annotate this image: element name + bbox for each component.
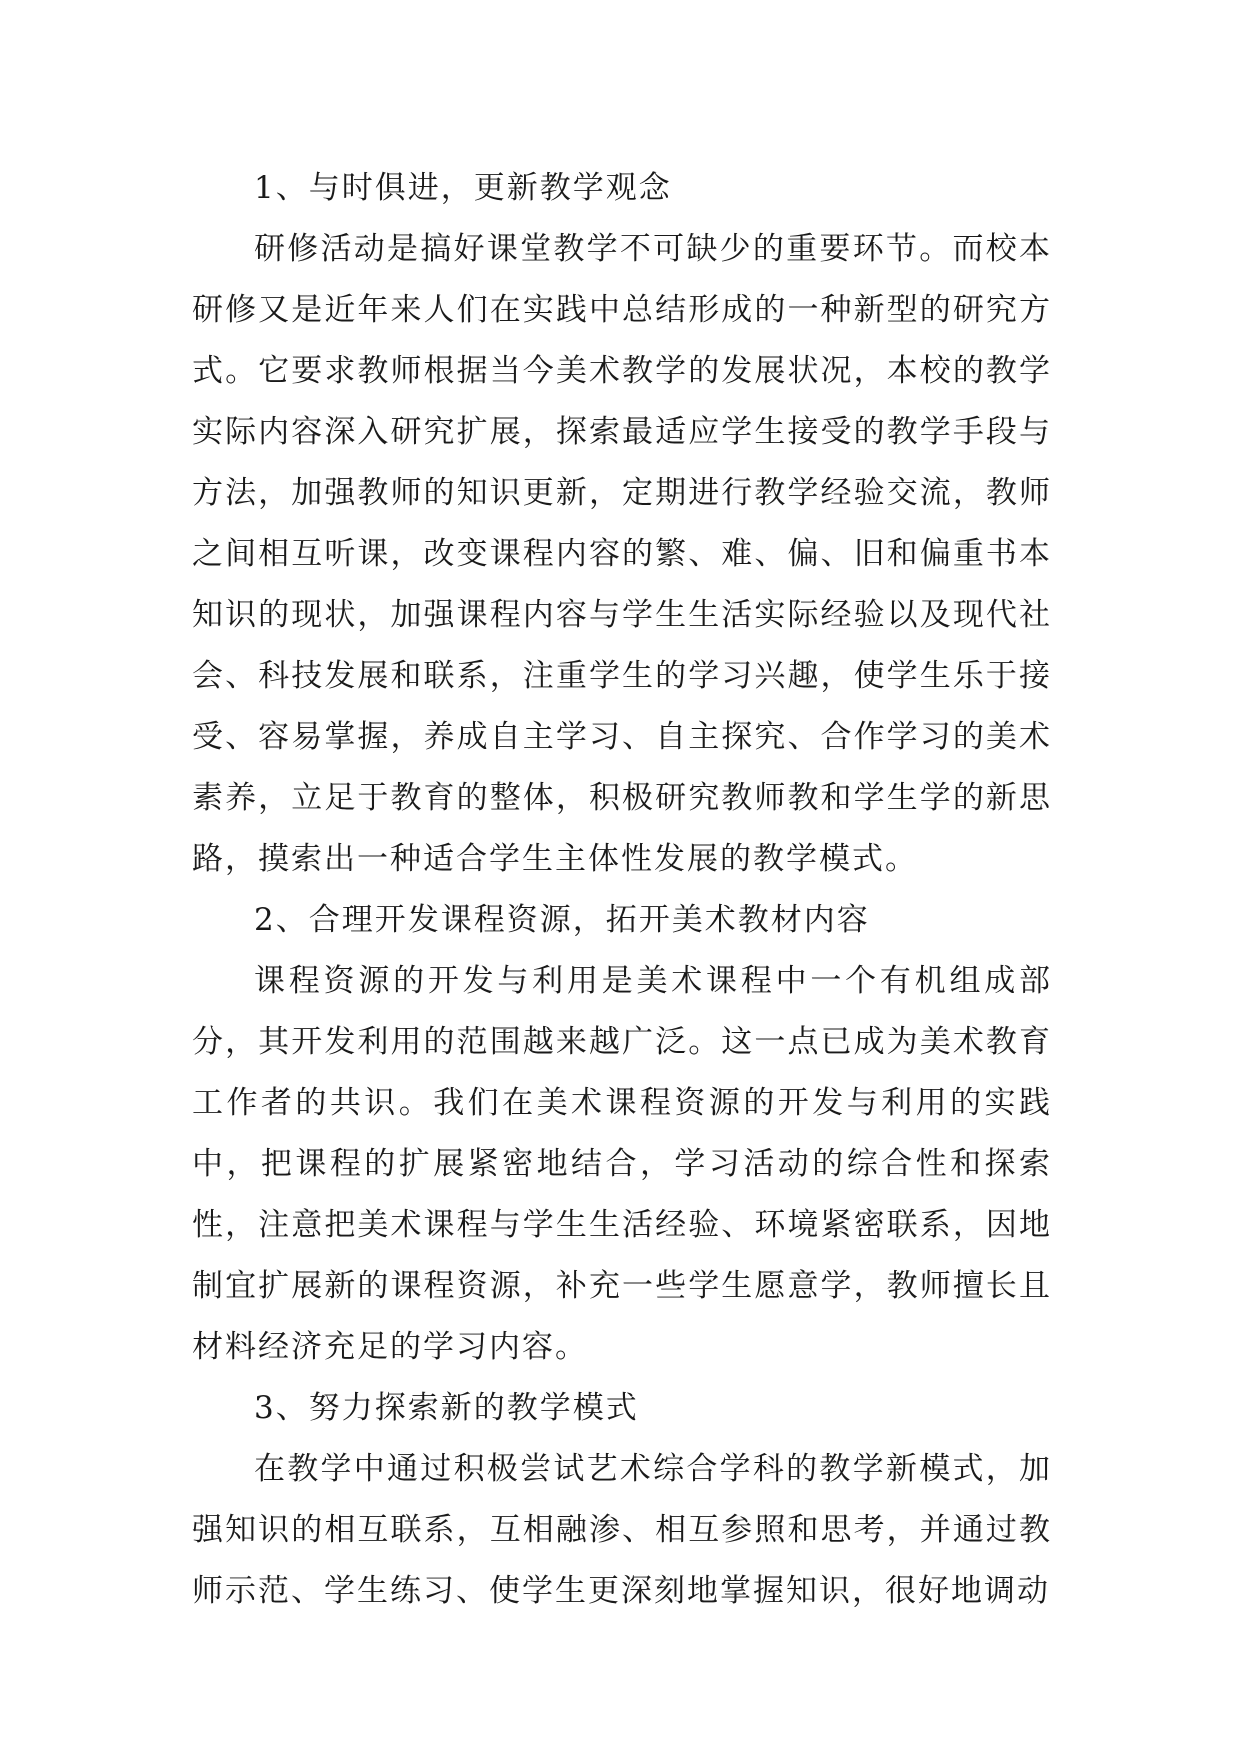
section-heading-3: 3、努力探索新的教学模式 — [254, 1390, 639, 1426]
section-paragraph-3: 在教学中通过积极尝试艺术综合学科的教学新模式，加强知识的相互联系，互相融渗、相互参照和思考，并通过教师示范、学生练习、使学生更深刻地掌握知识，很好地调动 — [192, 1451, 1052, 1609]
section-paragraph-2: 课程资源的开发与利用是美术课程中一个有机组成部分，其开发利用的范围越来越广泛。这一点已成为美术教育工作者的共识。我们在美术课程资源的开发与利用的实践中，把课程的扩展紧密地结合，学习活动的综合性和探索性，注意把美术课程与学生生活经验、环境紧密联系，因地制宜扩展新的课程资源，补充一些学生愿意学，教师擅长且材料经济充足的学习内容。 — [192, 963, 1052, 1365]
section-heading-1: 1、与时俱进，更新教学观念 — [254, 170, 672, 206]
document-body — [192, 158, 1052, 1622]
section-paragraph-1: 研修活动是搞好课堂教学不可缺少的重要环节。而校本研修又是近年来人们在实践中总结形成的一种新型的研究方式。它要求教师根据当今美术教学的发展状况，本校的教学实际内容深入研究扩展，探索最适应学生接受的教学手段与方法，加强教师的知识更新，定期进行教学经验交流，教师之间相互听课，改变课程内容的繁、难、偏、旧和偏重书本知识的现状，加强课程内容与学生生活实际经验以及现代社会、科技发展和联系，注重学生的学习兴趣，使学生乐于接受、容易掌握，养成自主学习、自主探究、合作学习的美术素养，立足于教育的整体，积极研究教师教和学生学的新思路，摸索出一种适合学生主体性发展的教学模式。 — [192, 231, 1052, 877]
section-heading-2: 2、合理开发课程资源，拓开美术教材内容 — [254, 902, 870, 938]
